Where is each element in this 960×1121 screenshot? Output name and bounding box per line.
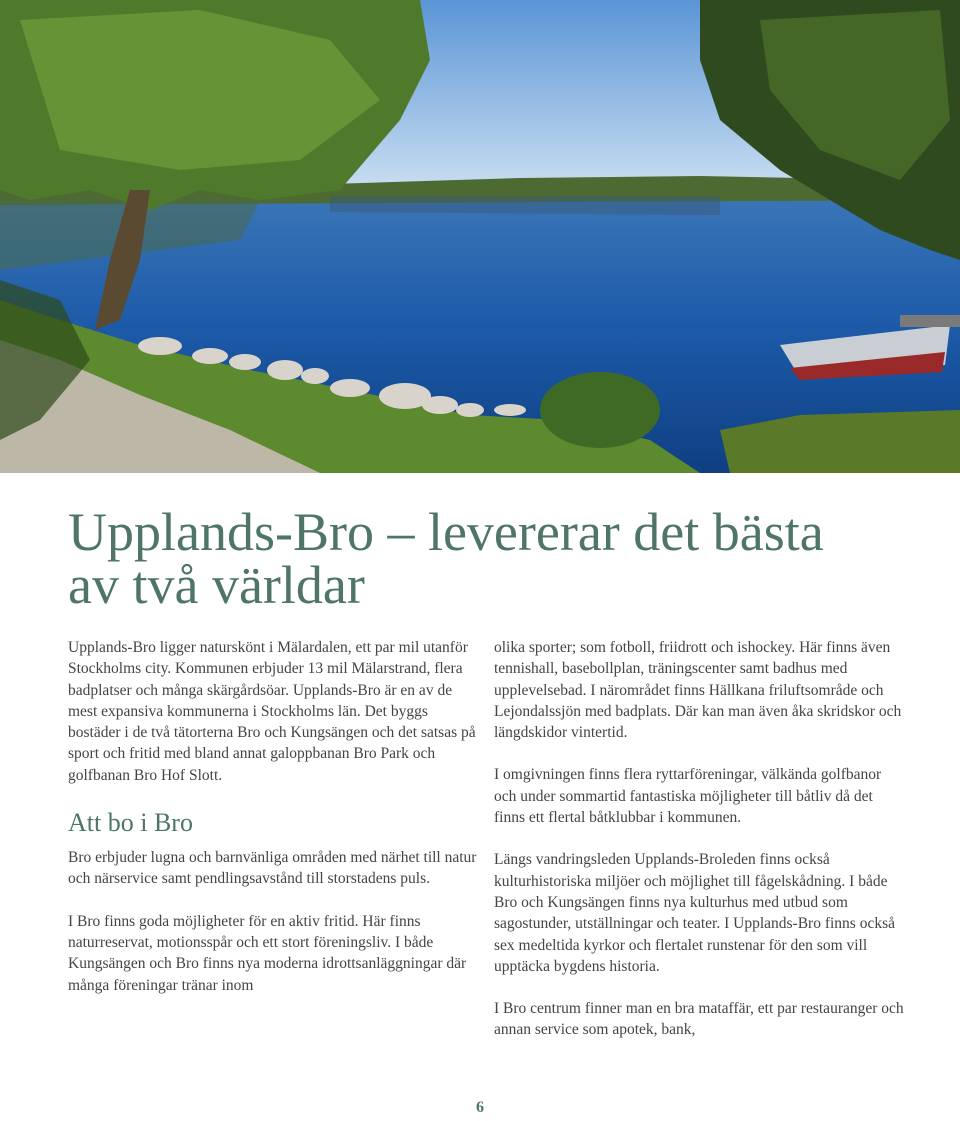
body-paragraph: Längs vandringsleden Upplands-Broleden finns också kulturhistoriska miljöer och möjlighet till fågelskådning. I både Bro och Kungsängen finns nya kulturhus med utbud som sagostunder, utställningar och teater. I Upplands-Bro finns också sex medeltida kyrkor och flertalet runstenar för den som vill upptäcka bygdens historia. [494, 851, 895, 975]
right-column [494, 637, 904, 1062]
body-paragraph: I omgivningen finns flera ryttarföreningar, välkända golfbanor och under sommartid fantastiska möjligheter till båtliv då det finns ett flertal båtklubbar i kommunen. [494, 766, 882, 827]
body-paragraph: Bro erbjuder lugna och barnvänliga områden med närhet till natur och närservice samt pendlingsavstånd till storstadens puls. [68, 849, 477, 888]
intro-paragraph: Upplands-Bro ligger naturskönt i Mälardalen, ett par mil utanför Stockholms city. Kommunen erbjuder 13 mil Mälarstrand, flera badplatser och många skärgårdsöar. Upplands-Bro är en av de mest expansiva kommunerna i Stockholms län. Det byggs bostäder i de två tätorterna Bro och Kungsängen och det satsas på sport och fritid med bland annat galoppbanan Bro Park och golfbanan Bro Hof Slott. [68, 639, 476, 784]
hero-photo-lake [0, 0, 960, 473]
page-title: Upplands-Bro – levererar det bästa av två världar [68, 502, 824, 615]
body-paragraph: I Bro centrum finner man en bra mataffär, ett par restauranger och annan service som apotek, bank, [494, 1000, 904, 1039]
body-paragraph: I Bro finns goda möjligheter för en aktiv fritid. Här finns naturreservat, motionsspår och ett stort föreningsliv. I både Kungsängen och Bro finns nya moderna idrottsanläggningar där många föreningar tränar inom [68, 912, 467, 994]
page-number: 6 [476, 1099, 484, 1116]
section-heading-att-bo-i-bro: Att bo i Bro [68, 808, 193, 838]
left-column [68, 637, 478, 1017]
body-paragraph: olika sporter; som fotboll, friidrott och ishockey. Här finns även tennishall, basebollplan, träningscenter samt badhus med upplevelsebad. I närområdet finns Hällkana friluftsområde och Lejondalssjön med badplats. Där kan man även åka skridskor och längdskidor vintertid. [494, 639, 902, 742]
